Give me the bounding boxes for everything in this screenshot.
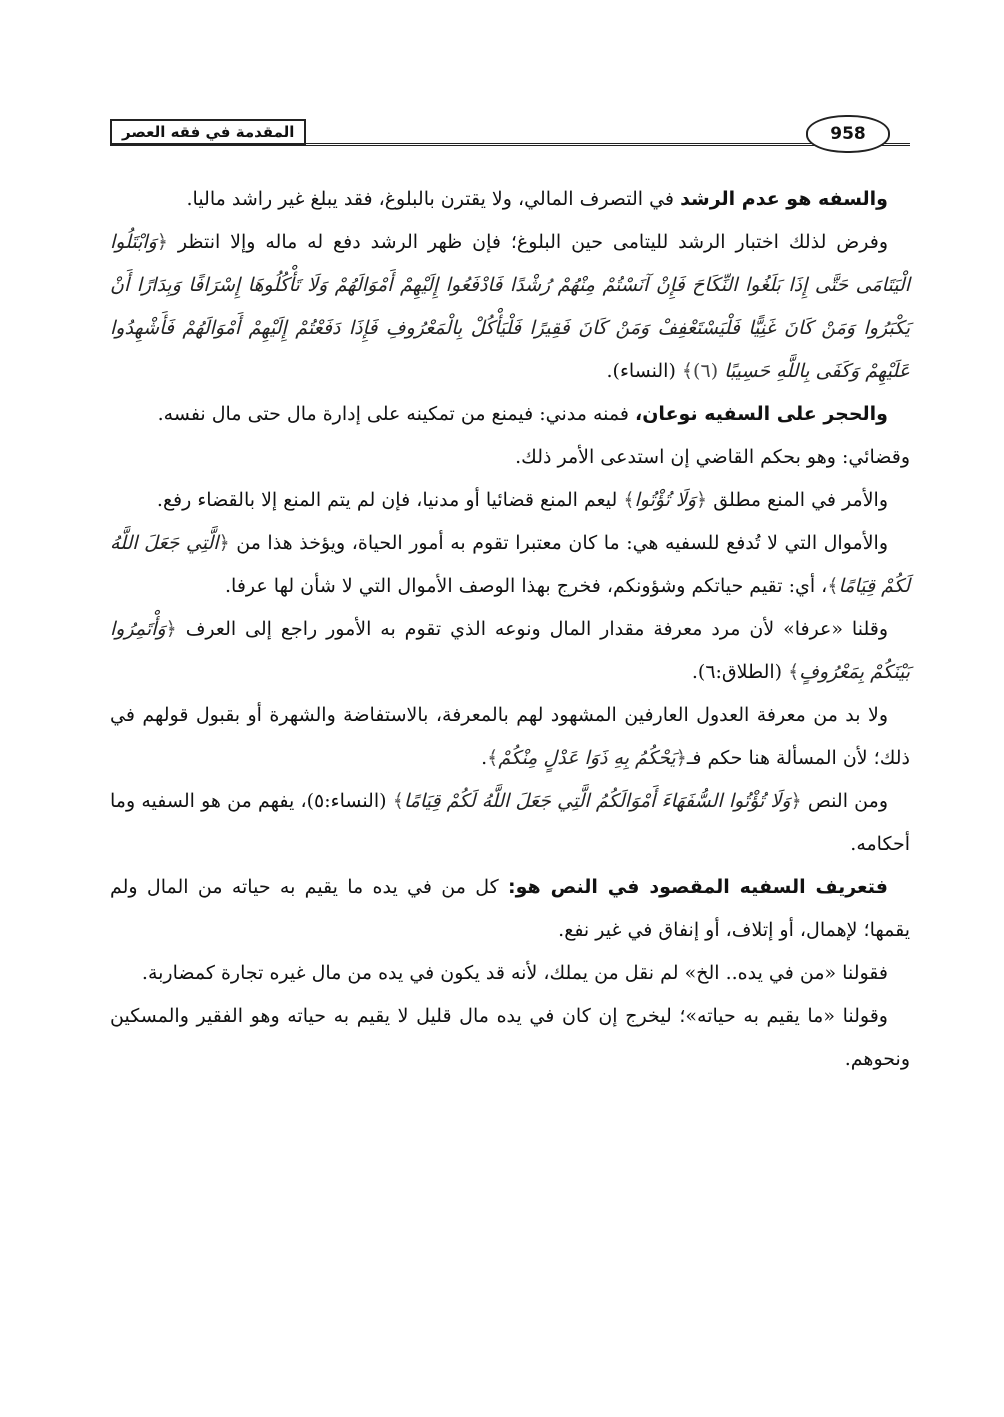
paragraph [110,995,910,1081]
paragraph [110,393,910,436]
quran-close-bracket: ﴾ [623,489,635,511]
reference: (الطلاق:٦). [691,661,789,683]
paragraph [110,436,910,479]
page-body [110,178,910,1081]
bold-term: والحجر على السفيه نوعان، [635,403,888,425]
paragraph-text-cont: ، يفهم من هو السفيه وما أحكامه. [110,790,910,855]
quran-verse: وَابْتَلُوا الْيَتَامَى حَتَّى إِذَا بَلَغُوا النِّكَاحَ فَإِنْ آنَسْتُمْ مِنْهُمْ رُشْدًا فَادْفَعُوا إِلَيْهِمْ أَمْوَالَهُمْ وَلَا تَأْكُلُوهَا إِسْرَافًا وَبِدَارًا أَنْ يَكْبَرُوا وَمَنْ كَانَ غَنِيًّا فَلْيَسْتَعْفِفْ وَمَنْ كَانَ فَقِيرًا فَلْيَأْكُلْ بِالْمَعْرُوفِ فَإِذَا دَفَعْتُمْ إِلَيْهِمْ أَمْوَالَهُمْ فَأَشْهِدُوا عَلَيْهِمْ وَكَفَى بِاللَّهِ حَسِيبًا [110,231,910,382]
ayah-number: (٦) [693,360,719,382]
paragraph-text: وقولنا «ما يقيم به حياته»؛ ليخرج إن كان في يده مال قليل لا يقيم به حياته وهو الفقير والمسكين ونحوهم. [110,1005,910,1070]
paragraph-text: وفرض لذلك اختبار الرشد لليتامى حين البلوغ؛ فإن ظهر الرشد دفع له ماله وإلا انتظر [168,231,888,253]
quran-open-bracket: ﴿ [675,747,687,769]
paragraph [110,694,910,780]
paragraph-text-cont: . [481,747,488,769]
paragraph [110,522,910,608]
paragraph [110,952,910,995]
paragraph [110,479,910,522]
paragraph-text: والأمر في المنع مطلق [707,489,888,511]
paragraph [110,608,910,694]
paragraph-text: وقضائي: وهو بحكم القاضي إن استدعى الأمر ذلك. [515,446,910,468]
quran-close-bracket: ﴾ [392,790,404,812]
quran-verse: الَّتِي جَعَلَ اللَّهُ لَكُمْ قِيَامًا [110,532,910,597]
paragraph-text-cont: ليعم المنع قضائيا أو مدنيا، فإن لم يتم المنع إلا بالقضاء رفع. [156,489,624,511]
paragraph-text: ومن النص [801,790,888,812]
paragraph-text: كل من في يده ما يقيم به حياته من المال ولم يقمها؛ لإهمال، أو إتلاف، أو إنفاق في غير نفع. [110,876,910,941]
quran-open-bracket: ﴿ [156,231,169,253]
quran-open-bracket: ﴿ [165,618,177,640]
paragraph-text-cont: ، أي: تقيم حياتكم وشؤونكم، فخرج بهذا الوصف الأموال التي لا شأن لها عرفا. [225,575,828,597]
page-number: 958 [806,115,890,153]
quran-close-bracket: ﴾ [827,575,839,597]
bold-term: فتعريف السفيه المقصود في النص هو: [508,876,888,898]
reference: (النساء:٥) [306,790,393,812]
paragraph [110,866,910,952]
paragraph-text: في التصرف المالي، ولا يقترن بالبلوغ، فقد يبلغ غير راشد ماليا. [186,188,681,210]
quran-verse: وَأْتَمِرُوا بَيْنَكُمْ بِمَعْرُوفٍ [110,618,910,683]
paragraph-text: فمنه مدني: فيمنع من تمكينه على إدارة مال حتى مال نفسه. [157,403,635,425]
quran-open-bracket: ﴿ [696,489,708,511]
running-title: المقدمة في فقه العصر [110,119,306,145]
quran-close-bracket: ﴾ [788,661,800,683]
page-header [110,115,910,151]
paragraph [110,178,910,221]
paragraph [110,221,910,393]
quran-close-bracket: ﴾ [487,747,499,769]
quran-open-bracket: ﴿ [218,532,230,554]
quran-verse: وَلَا تُؤْتُوا [634,489,697,511]
paragraph [110,780,910,866]
paragraph-text: والأموال التي لا تُدفع للسفيه هي: ما كان معتبرا تقوم به أمور الحياة، ويؤخذ هذا من [229,532,888,554]
paragraph-text: وقلنا «عرفا» لأن مرد معرفة مقدار المال ونوعه الذي تقوم به الأمور راجع إلى العرف [176,618,888,640]
paragraph-text: فقولنا «من في يده.. الخ» لم نقل من يملك، لأنه قد يكون في يده من مال غيره تجارة كمضاربة. [141,962,888,984]
quran-verse: وَلَا تُؤْتُوا السُّفَهَاءَ أَمْوَالَكُمُ الَّتِي جَعَلَ اللَّهُ لَكُمْ قِيَامًا [403,790,791,812]
reference: (النساء). [606,360,682,382]
quran-open-bracket: ﴿ [790,790,802,812]
quran-verse: يَحْكُمُ بِهِ ذَوَا عَدْلٍ مِنْكُمْ [498,747,676,769]
paragraph-text: ولا بد من معرفة العدول العارفين المشهود لهم بالمعرفة، بالاستفاضة والشهرة أو بقبول قولهم في ذلك؛ لأن المسألة هنا حكم فـ [110,704,910,769]
bold-term: والسفه هو عدم الرشد [680,188,888,210]
quran-close-bracket: ﴾ [681,360,694,382]
